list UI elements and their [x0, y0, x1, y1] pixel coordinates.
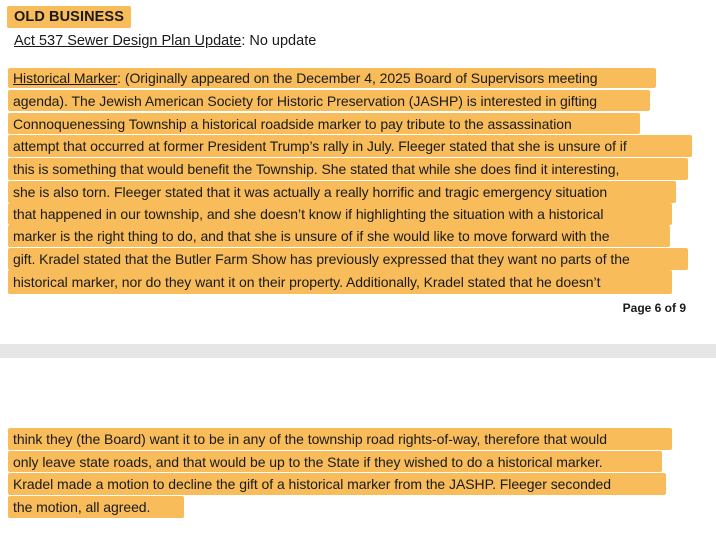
- act537-status: : No update: [241, 33, 317, 49]
- paragraph-line: that happened in our township, and she doesn’t know if highlighting the situation with a historical: [13, 206, 604, 222]
- paragraph-line: this is something that would benefit the Township. She stated that while she does find it interesting,: [13, 161, 620, 177]
- paragraph-text: : (Originally appeared on the December 4, 2025 Board of Supervisors meeting: [117, 70, 598, 86]
- old-business-heading: OLD BUSINESS: [14, 9, 124, 25]
- paragraph-line: agenda). The Jewish American Society for Historic Preservation (JASHP) is interested in gifting: [13, 93, 598, 109]
- page-number: Page 6 of 9: [622, 301, 686, 315]
- paragraph-line: she is also torn. Fleeger stated that it was actually a really horrific and tragic emergency situation: [13, 184, 608, 200]
- historical-marker-title: Historical Marker: [13, 70, 118, 86]
- paragraph-line: only leave state roads, and that would be up to the State if they wished to do a historical marker.: [13, 454, 603, 470]
- historical-marker-line-1: [13, 68, 597, 88]
- paragraph-line: marker is the right thing to do, and that she is unsure of if she would like to move forward with the: [13, 228, 610, 244]
- paragraph-line: Kradel made a motion to decline the gift of a historical marker from the JASHP. Fleeger seconded: [13, 476, 612, 492]
- page-separator: [0, 344, 716, 358]
- paragraph-line: think they (the Board) want it to be in any of the township road rights-of-way, therefore that would: [13, 431, 607, 447]
- paragraph-line: historical marker, nor do they want it on their property. Additionally, Kradel stated that he doesn’t: [13, 274, 601, 290]
- document-page-7: [0, 358, 716, 535]
- paragraph-line: the motion, all agreed.: [13, 499, 151, 515]
- paragraph-line: attempt that occurred at former President Trump’s rally in July. Fleeger stated that she is unsure of if: [13, 138, 627, 154]
- act537-title: Act 537 Sewer Design Plan Update: [14, 33, 242, 49]
- paragraph-line: gift. Kradel stated that the Butler Farm Show has previously expressed that they want no parts of the: [13, 251, 630, 267]
- act537-line: [14, 33, 316, 49]
- paragraph-line: Connoquenessing Township a historical roadside marker to pay tribute to the assassination: [13, 116, 572, 132]
